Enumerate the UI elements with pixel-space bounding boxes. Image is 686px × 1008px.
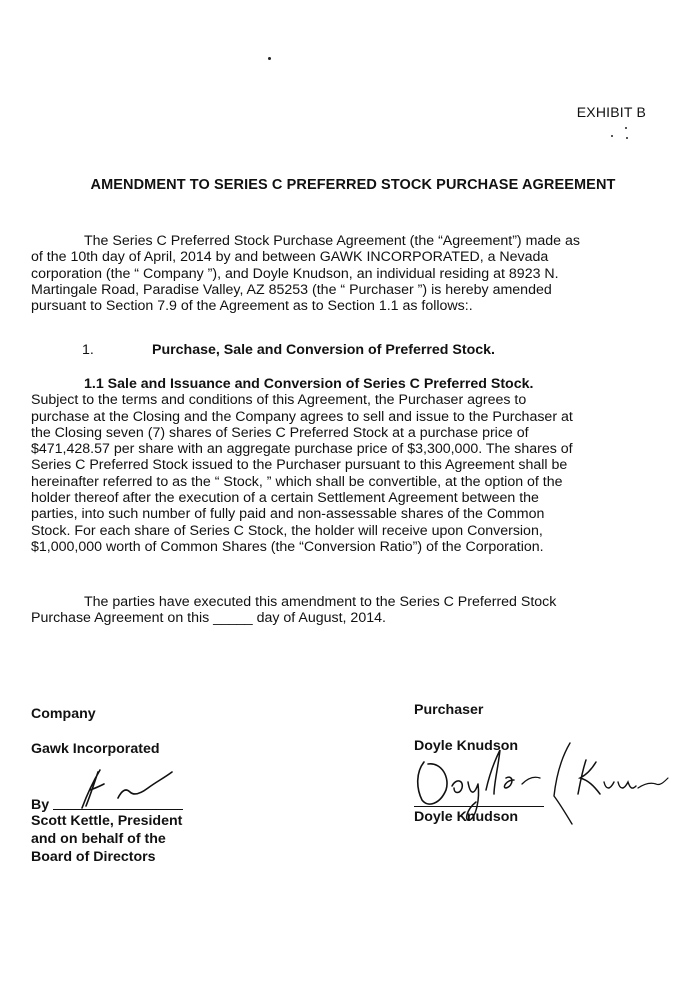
section-1-1-line: $1,000,000 worth of Common Shares (the “Conversion Ratio”) of the Corporation. [31,538,544,555]
company-signer-line: and on behalf of the [31,831,166,847]
section-1-1-line: Subject to the terms and conditions of this Agreement, the Purchaser agrees to [31,392,527,409]
section-1-number: 1. [82,342,94,358]
scan-speck [611,135,613,137]
section-1-1-line: Series C Preferred Stock issued to the Purchaser pursuant to this Agreement shall be [31,457,568,474]
company-signer-block [31,812,182,866]
section-1-1-heading: 1.1 Sale and Issuance and Conversion of Series C Preferred Stock. [84,376,534,392]
company-label: Company [31,706,96,722]
section-1-title: Purchase, Sale and Conversion of Preferred Stock. [152,342,495,358]
company-signer-line: Board of Directors [31,849,156,865]
company-by-label: By [31,797,50,813]
section-1-1-line: $471,428.57 per share with an aggregate purchase price of $3,300,000. The shares of [31,441,573,458]
section-1-1-paragraph [31,376,641,555]
document-title: AMENDMENT TO SERIES C PREFERRED STOCK PURCHASE AGREEMENT [90,177,616,193]
purchaser-name: Doyle Knudson [414,738,519,754]
section-1-1-line: hereinafter referred to as the “ Stock, ” which shall be convertible, at the option of the [31,473,563,490]
exhibit-label: EXHIBIT B [576,104,646,120]
company-signature-image [60,762,190,812]
section-1-1-line: parties, into such number of fully paid and non-assessable shares of the Common [31,506,545,523]
intro-line: corporation (the “ Company ”), and Doyle Knudson, an individual residing at 8923 N. [31,265,559,282]
section-1-1-line: purchase at the Closing and the Company agrees to sell and issue to the Purchaser at [31,408,573,425]
purchaser-label: Purchaser [414,702,484,718]
intro-line [31,233,641,249]
closing-line-text: The parties have executed this amendment to the Series C Preferred Stock [84,594,557,610]
purchaser-signer-name: Doyle Knudson [414,809,519,825]
company-signer-line: Scott Kettle, President [31,813,183,829]
closing-line: Purchase Agreement on this _____ day of August, 2014. [31,610,386,627]
intro-line: of the 10th day of April, 2014 by and between GAWK INCORPORATED, a Nevada [31,249,549,266]
intro-line-text: The Series C Preferred Stock Purchase Agreement (the “Agreement”) made as [84,233,580,249]
section-1-1-line: Stock. For each share of Series C Stock, the holder will receive upon Conversion, [31,522,543,539]
intro-line: pursuant to Section 7.9 of the Agreement as to Section 1.1 as follows:. [31,298,473,315]
section-1-1-line: holder thereof after the execution of a certain Settlement Agreement between the [31,490,539,507]
company-signature-line [53,809,183,810]
scan-speck [625,127,627,129]
section-1-1-line: the Closing seven (7) shares of Series C Preferred Stock at a purchase price of [31,424,529,441]
section-1-1-heading-line [31,376,641,392]
purchaser-signature-line [414,806,544,807]
scan-speck [626,137,628,139]
intro-paragraph [31,233,641,314]
company-name: Gawk Incorporated [31,741,160,757]
intro-line: Martingale Road, Paradise Valley, AZ 85253 (the “ Purchaser ”) is hereby amended [31,281,552,298]
scan-speck [268,57,271,60]
closing-paragraph [31,594,641,627]
closing-line [31,594,641,610]
